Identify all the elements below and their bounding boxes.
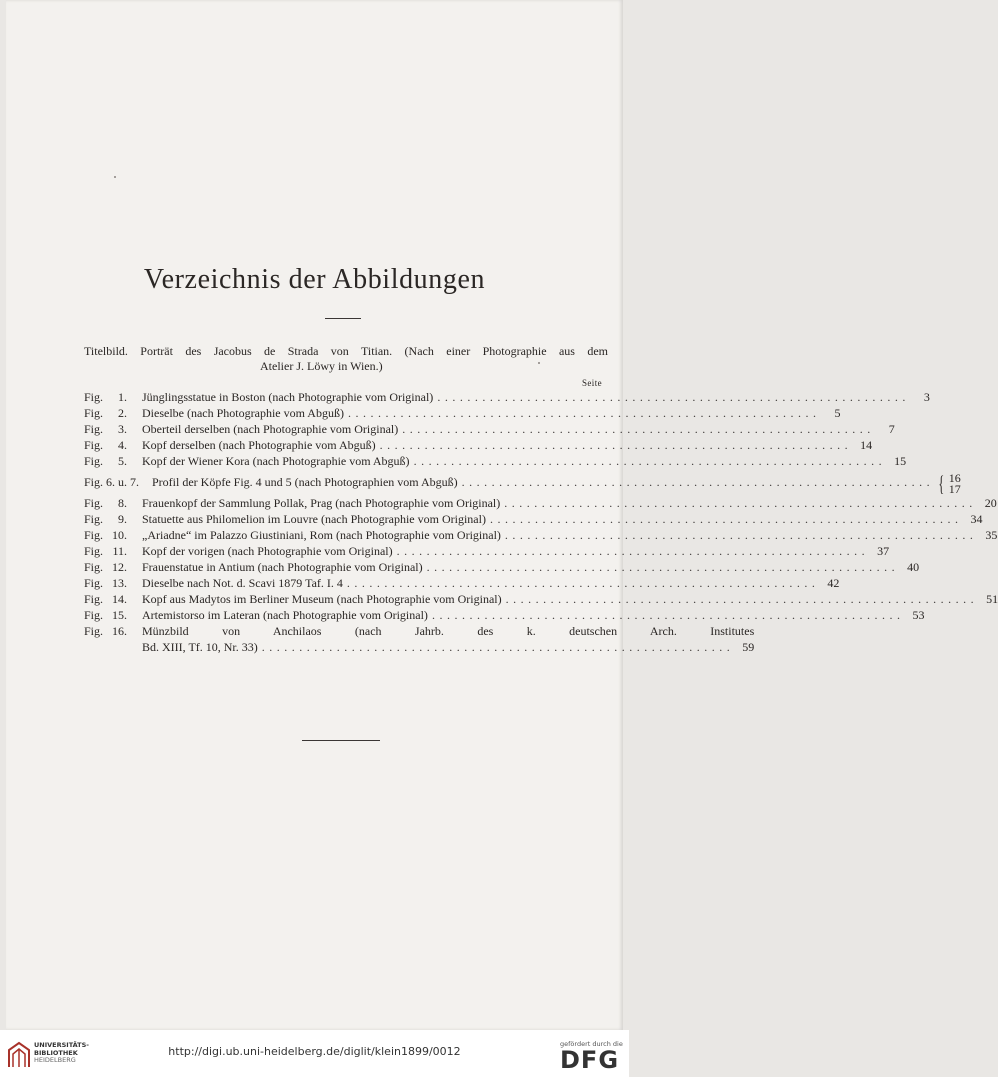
fig-prefix: Fig.	[84, 512, 104, 526]
list-item: Fig. 14. Kopf aus Madytos im Berliner Museum (nach Photographie vom Original) ............................................................... 51	[84, 592, 998, 606]
viewer-footer	[0, 1030, 629, 1077]
fig-caption: Dieselbe nach Not. d. Scavi 1879 Taf. I. 4	[142, 576, 343, 590]
fig-caption: Profil der Köpfe Fig. 4 und 5 (nach Photographien vom Abguß)	[152, 475, 458, 489]
fig-number: 16.	[112, 624, 128, 638]
page-number: 51	[986, 592, 998, 606]
fig-caption-line-1: Münzbild von Anchilaos (nach Jahrb. des k. deutschen Arch. Institutes	[142, 624, 755, 638]
fig-caption: Kopf der Wiener Kora (nach Photographie vom Abguß)	[142, 454, 410, 468]
fig-prefix: Fig.	[84, 560, 104, 574]
fig-prefix: Fig.	[84, 592, 104, 606]
permalink[interactable]: http://digi.ub.uni-heidelberg.de/diglit/klein1899/0012	[168, 1045, 461, 1058]
page-number: 37	[877, 544, 890, 558]
fig-number: 5.	[118, 454, 128, 468]
list-item: Fig. 10. „Ariadne“ im Palazzo Giustiniani, Rom (nach Photographie vom Original) ............................................................... 35	[84, 528, 998, 542]
list-item: Fig. 13. Dieselbe nach Not. d. Scavi 1879 Taf. I. 4 ............................................................... 42	[84, 576, 840, 590]
seite-column-header: Seite	[582, 378, 602, 388]
figure-list	[84, 389, 998, 657]
fig-number: 4.	[118, 438, 128, 452]
titelbild-label: Titelbild.	[84, 344, 128, 358]
scanned-page	[6, 0, 998, 1030]
brace-glyph: {	[938, 471, 945, 496]
page-number: 42	[827, 576, 840, 590]
list-item: Fig. 9. Statuette aus Philomelion im Louvre (nach Photographie vom Original) ............................................................... 34	[84, 512, 983, 526]
fig-number: 13.	[112, 576, 128, 590]
fig-number: 6. u. 7.	[106, 475, 140, 489]
titelbild-line-2: Atelier J. Löwy in Wien.)	[260, 359, 383, 373]
fig-caption: Statuette aus Philomelion im Louvre (nach Photographie vom Original)	[142, 512, 486, 526]
fig-prefix: Fig.	[84, 454, 104, 468]
fig-caption: Kopf der vorigen (nach Photographie vom Original)	[142, 544, 393, 558]
fig-prefix: Fig.	[84, 406, 104, 420]
fig-number: 2.	[118, 406, 128, 420]
fig-number: 3.	[118, 422, 128, 436]
list-item: Fig. 5. Kopf der Wiener Kora (nach Photographie vom Abguß) ............................................................... 15	[84, 454, 907, 468]
titelbild-entry	[84, 344, 608, 374]
page-number: 35	[985, 528, 998, 542]
fig-number: 11.	[112, 544, 128, 558]
page-number: 53	[912, 608, 925, 622]
fig-caption: Dieselbe (nach Photographie vom Abguß)	[142, 406, 344, 420]
fig-number: 9.	[118, 512, 128, 526]
page-number: 17	[948, 482, 961, 496]
fig-caption: Kopf derselben (nach Photographie vom Abguß)	[142, 438, 376, 452]
fig-number: 10.	[112, 528, 128, 542]
fig-caption: Kopf aus Madytos im Berliner Museum (nach Photographie vom Original)	[142, 592, 502, 606]
fig-number: 12.	[112, 560, 128, 574]
fig-prefix: Fig.	[84, 422, 104, 436]
list-item: Fig. 3. Oberteil derselben (nach Photographie vom Original) ............................................................... 7	[84, 422, 895, 436]
page-number: 7	[888, 422, 895, 436]
fig-prefix: Fig.	[84, 624, 104, 638]
closing-divider	[302, 740, 380, 741]
list-item: Fig. 15. Artemistorso im Lateran (nach Photographie vom Original) ............................................................... 53	[84, 608, 925, 622]
fig-caption: „Ariadne“ im Palazzo Giustiniani, Rom (nach Photographie vom Original)	[142, 528, 501, 542]
fig-number: 15.	[112, 608, 128, 622]
page-number: 59	[742, 640, 755, 654]
fig-prefix: Fig.	[84, 576, 104, 590]
fig-prefix: Fig.	[84, 544, 104, 558]
fig-caption: Jünglingsstatue in Boston (nach Photographie vom Original)	[142, 390, 434, 404]
page-number: 14	[860, 438, 873, 452]
fig-caption-line-2: Bd. XIII, Tf. 10, Nr. 33)	[142, 640, 258, 654]
list-item: Fig. 4. Kopf derselben (nach Photographie vom Abguß) ............................................................... 14	[84, 438, 873, 452]
list-item: Fig. 16. Münzbild von Anchilaos (nach Jahrb. des k. deutschen Arch. Institutes Bd. XIII, Tf. 10, Nr. 33) ............................................................... 59	[84, 624, 755, 654]
page-number: 20	[984, 496, 997, 510]
library-name: UNIVERSITÄTS- BIBLIOTHEK HEIDELBERG	[34, 1041, 89, 1064]
list-item: Fig. 6. u. 7. Profil der Köpfe Fig. 4 und 5 (nach Photographien vom Abguß) ............................................................... { 16 17	[84, 471, 961, 496]
fig-prefix: Fig.	[84, 528, 104, 542]
fig-prefix: Fig.	[84, 608, 104, 622]
list-item: Fig. 1. Jünglingsstatue in Boston (nach Photographie vom Original) ............................................................... 3	[84, 390, 930, 404]
titelbild-text-1: Porträt des Jacobus de Strada von Titian. (Nach einer Photographie aus dem	[140, 344, 608, 358]
page-number: 15	[894, 454, 907, 468]
page-title: Verzeichnis der Abbildungen	[143, 264, 486, 295]
page-number: 40	[907, 560, 920, 574]
fig-prefix: Fig.	[84, 475, 104, 489]
page-number: 5	[834, 406, 841, 420]
fig-caption: Frauenstatue in Antium (nach Photographie vom Original)	[142, 560, 423, 574]
list-item: Fig. 2. Dieselbe (nach Photographie vom Abguß) ............................................................... 5	[84, 406, 841, 420]
page-number: 34	[970, 512, 983, 526]
titelbild-line-1	[84, 344, 608, 359]
dfg-logo: DFG	[560, 1046, 620, 1074]
fig-prefix: Fig.	[84, 390, 104, 404]
page-number: 16	[948, 471, 961, 485]
fig-caption: Artemistorso im Lateran (nach Photographie vom Original)	[142, 608, 428, 622]
page-range	[934, 473, 961, 495]
title-divider	[325, 318, 361, 319]
funding-note: gefördert durch die	[560, 1040, 623, 1048]
list-item: Fig. 8. Frauenkopf der Sammlung Pollak, Prag (nach Photographie vom Original) ............................................................... 20	[84, 496, 997, 510]
fig-caption: Oberteil derselben (nach Photographie vom Original)	[142, 422, 399, 436]
fig-number: 14.	[112, 592, 128, 606]
list-item: Fig. 11. Kopf der vorigen (nach Photographie vom Original) ............................................................... 37	[84, 544, 890, 558]
page-number: 3	[923, 390, 930, 404]
fig-prefix: Fig.	[84, 438, 104, 452]
fig-number: 1.	[118, 390, 128, 404]
fig-number: 8.	[118, 496, 128, 510]
fig-prefix: Fig.	[84, 496, 104, 510]
paper-speck	[114, 176, 116, 178]
fig-caption: Frauenkopf der Sammlung Pollak, Prag (nach Photographie vom Original)	[142, 496, 501, 510]
list-item: Fig. 12. Frauenstatue in Antium (nach Photographie vom Original) ............................................................... 40	[84, 560, 920, 574]
